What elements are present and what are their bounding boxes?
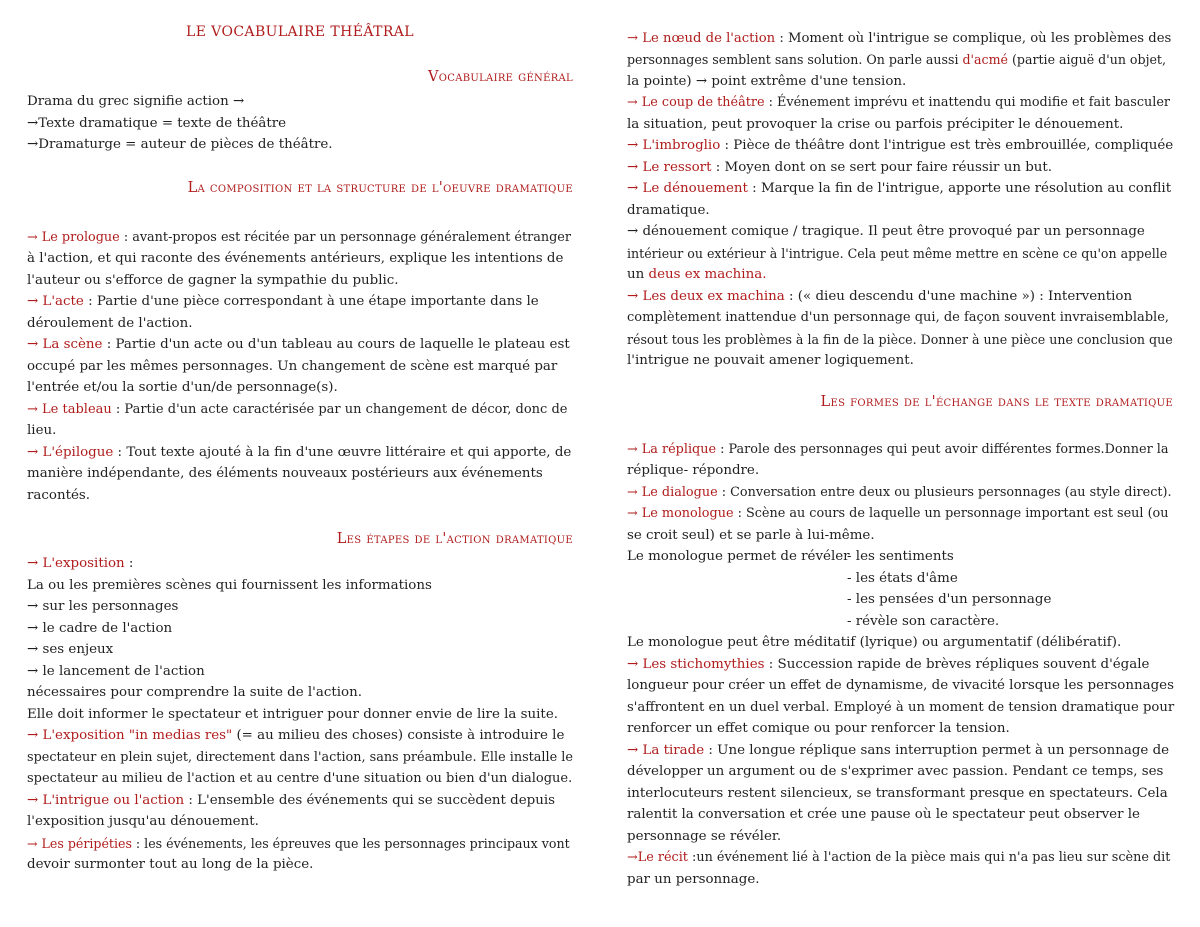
text-line: :un événement lié à l'action de la pièce mais qui n'a pas lieu sur scène dit [687,850,1171,865]
term-tableau: → Le tableau [27,402,112,417]
term-coup-de-theatre: → Le coup de théâtre [627,95,765,110]
entry-deux-ex-machina [627,286,1173,308]
entry-peripeties [27,833,573,855]
text-line: : Scène au cours de laquelle un personnage important est seul (ou [733,506,1169,521]
entry-ressort [627,157,1173,179]
term-dialogue: → Le dialogue [627,485,718,500]
text-line: : Moment où l'intrigue se complique, où les problèmes des [775,31,1172,46]
text-line: se croit seul) et se parle à lui-même. [627,528,875,543]
text-line: dramatique. [627,203,710,218]
list-item: - les pensées d'un personnage [847,592,1052,607]
heading-composition: La composition et la structure de l'oeuvre dramatique [187,180,573,196]
text-line: nécessaires pour comprendre la suite de l'action. [27,685,362,700]
text-line: renforcer un effet comique ou pour renforcer la tension. [627,721,1010,736]
text-line: déroulement de l'action. [27,316,193,331]
list-item: - les sentiments [847,549,954,564]
text-line: la pointe) → point extrême d'une tension. [627,74,907,89]
entry-tableau [27,399,573,421]
heading-vocabulaire-general: Vocabulaire général [428,69,573,85]
entry-dialogue [627,482,1173,504]
entry-acte [27,291,573,313]
text-line: : Moyen dont on se sert pour faire réussir un but. [711,160,1053,175]
text-line: complètement inattendue d'un personnage qui, de façon souvent invraisemblable, [627,310,1170,325]
text-line: interlocuteurs restent silencieux, se transformant presque en spectateurs. Cela [627,786,1168,801]
entry-scene [27,334,573,356]
text-line: racontés. [27,488,91,503]
text-line: spectateur en plein sujet, directement dans l'action, sans préambule. Elle installe le [27,750,573,765]
text-line [627,546,1173,568]
text-line: ralentit la conversation et crée une pause où le spectateur peut observer le [627,807,1140,822]
text-line: Drama du grec signifie action → [27,94,245,109]
entry-monologue [627,503,1173,525]
text-line: occupé par les mêmes personnages. Un changement de scène est marqué par [27,359,558,374]
text-line: → le cadre de l'action [27,621,173,636]
term-stichomythies: → Les stichomythies [627,657,765,672]
text-line: →Texte dramatique = texte de théâtre [27,116,287,131]
text-line: : avant-propos est récitée par un personnage généralement étranger [119,230,571,245]
entry-denouement [627,178,1173,200]
text-line: →Dramaturge = auteur de pièces de théâtre. [27,137,333,152]
text-line: lieu. [27,423,57,438]
term-tirade: → La tirade [627,743,705,758]
text-line: → dénouement comique / tragique. Il peut être provoqué par un personnage [627,224,1145,239]
text-line: devoir surmonter tout au long de la pièce. [27,857,314,872]
text-line: à l'action, et qui raconte des événements antérieurs, explique les intentions de [27,251,564,266]
entry-coup-de-theatre [627,92,1173,114]
entry-medias-res [27,725,573,747]
term-monologue: → Le monologue [627,506,734,521]
text-segment: (partie aiguë d'un objet, [1007,52,1166,67]
entry-intrigue [27,790,573,812]
text-line: → ses enjeux [27,642,114,657]
heading-formes-echange: Les formes de l'échange dans le texte dramatique [820,394,1173,410]
text-line: : Événement imprévu et inattendu qui modifie et fait basculer [764,95,1171,110]
term-replique: → La réplique [627,442,717,457]
text-line: → le lancement de l'action [27,664,205,679]
text-line: : Partie d'un acte ou d'un tableau au cours de laquelle le plateau est [102,337,570,352]
entry-prologue [27,227,573,249]
text-line: : Succession rapide de brèves répliques souvent d'égale [764,657,1150,672]
term-denouement: → Le dénouement [627,181,748,196]
text-segment: Le monologue permet de révéler [627,549,850,564]
text-line: la situation, peut provoquer la crise ou parfois précipiter le dénouement. [627,117,1124,132]
entry-exposition [27,553,573,575]
term-exposition: → L'exposition [27,556,125,571]
term-deux-ex-machina: → Les deux ex machina [627,289,785,304]
text-line: par un personnage. [627,872,760,887]
text-line: Le monologue peut être méditatif (lyrique) ou argumentatif (délibératif). [627,635,1122,650]
text-line [627,264,1173,286]
term-scene: → La scène [27,337,103,352]
term-noeud: → Le nœud de l'action [627,31,776,46]
text-line: : les événements, les épreuves que les personnages principaux vont [131,836,570,851]
text-line: : Partie d'une pièce correspondant à une étape importante dans le [83,294,539,309]
text-line: Elle doit informer le spectateur et intriguer pour donner envie de lire la suite. [27,707,558,722]
text-line: l'entrée et/ou la sortie d'un/de personnage(s). [27,380,338,395]
term-deus-ex-machina: deus ex machina. [648,267,767,282]
entry-epilogue [27,442,573,464]
entry-recit [627,847,1173,869]
text-line: : Parole des personnages qui peut avoir différentes formes.Donner la [716,442,1169,457]
text-line: réplique- répondre. [627,463,760,478]
list-item: - révèle son caractère. [847,614,1000,629]
term-peripeties: → Les péripéties [27,836,132,851]
text-line: : [124,556,134,571]
term-intrigue: → L'intrigue ou l'action [27,793,185,808]
term-epilogue: → L'épilogue [27,445,114,460]
term-acte: → L'acte [27,294,84,309]
term-acme: d'acmé [962,52,1008,67]
text-line: résout tous les problèmes à la fin de la pièce. Donner à une pièce une conclusion que [627,332,1173,347]
list-item: - les états d'âme [847,571,958,586]
text-line: La ou les premières scènes qui fournissent les informations [27,578,432,593]
term-ressort: → Le ressort [627,160,712,175]
text-line: spectateur au milieu de l'action et au centre d'une situation ou bien d'un dialogue. [27,771,573,786]
entry-replique [627,439,1173,461]
text-line: : Marque la fin de l'intrigue, apporte une résolution au conflit [747,181,1172,196]
text-line: longueur pour créer un effet de dynamisme, de vivacité lorsque les personnages [627,678,1174,693]
text-segment: un [627,267,649,282]
text-line: → sur les personnages [27,599,179,614]
text-line: : L'ensemble des événements qui se succèdent depuis [184,793,555,808]
text-line: : Partie d'un acte caractérisée par un changement de décor, donc de [111,402,568,417]
text-line: l'auteur ou s'efforce de gagner la sympathie du public. [27,273,399,288]
text-line: s'affrontent en un duel verbal. Employé à un moment de tension dramatique pour [627,700,1175,715]
entry-noeud [627,28,1173,50]
term-medias-res: → L'exposition "in medias res" [27,728,233,743]
text-line: l'exposition jusqu'au dénouement. [27,814,259,829]
text-segment: personnages semblent sans solution. On parle aussi [627,52,963,67]
text-line: développer un argument ou de s'exprimer avec passion. Pendant ce temps, ses [627,764,1164,779]
text-line [627,49,1173,71]
entry-imbroglio [627,135,1173,157]
term-prologue: → Le prologue [27,230,120,245]
term-recit: →Le récit [627,850,688,865]
text-line: (= au milieu des choses) consiste à introduire le [232,728,565,743]
text-line: : Pièce de théâtre dont l'intrigue est très embrouillée, compliquée [720,138,1174,153]
text-line: l'intrigue ne pouvait amener logiquement. [627,353,914,368]
text-line: manière indépendante, des éléments nouveaux postérieurs aux événements [27,466,543,481]
entry-tirade [627,740,1173,762]
entry-stichomythies [627,654,1173,676]
text-line: : Conversation entre deux ou plusieurs personnages (au style direct). [717,485,1172,500]
term-imbroglio: → L'imbroglio [627,138,721,153]
text-line: : Une longue réplique sans interruption permet à un personnage de [704,743,1170,758]
heading-etapes: Les étapes de l'action dramatique [336,531,573,547]
text-line: : (« dieu descendu d'une machine ») : Intervention [784,289,1133,304]
text-line: : Tout texte ajouté à la fin d'une œuvre littéraire et qui apporte, de [113,445,572,460]
document-title: LE VOCABULAIRE THÉÂTRAL [186,24,414,40]
text-line: personnage se révéler. [627,829,782,844]
text-line: intérieur ou extérieur à l'intrigue. Cela peut même mettre en scène ce qu'on appelle [627,246,1168,261]
